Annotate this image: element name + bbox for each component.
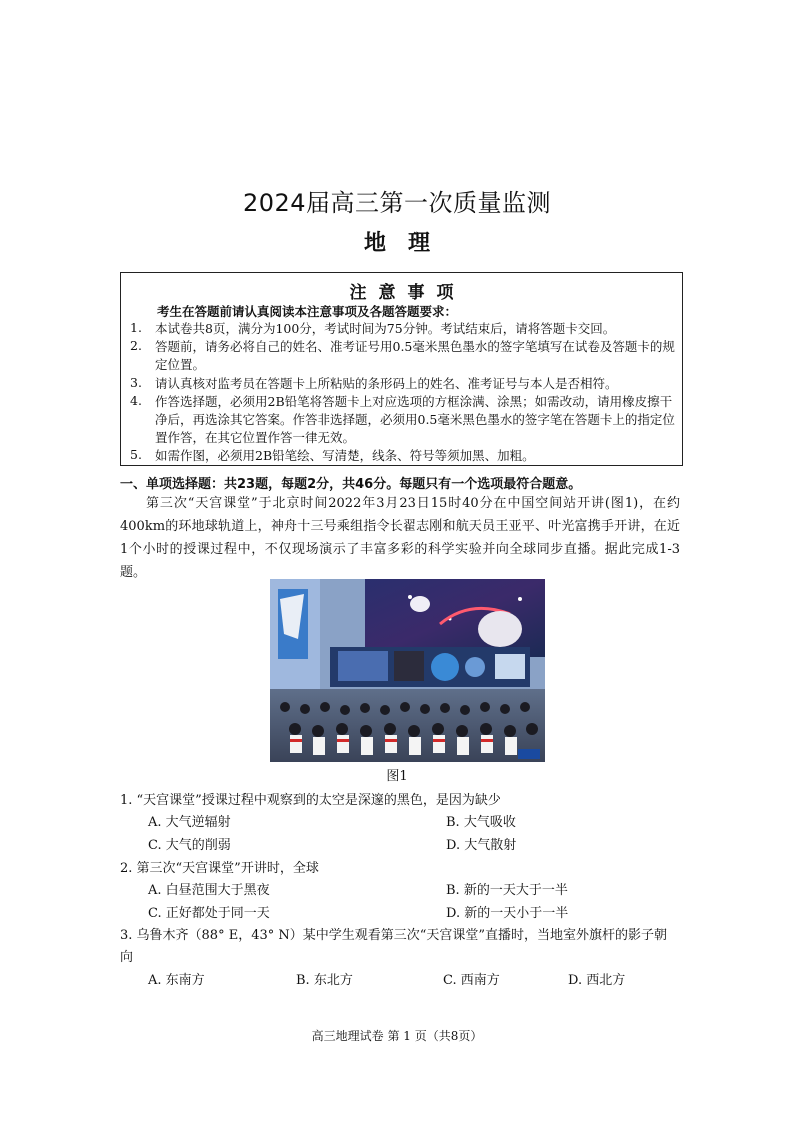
option-a: A. 白昼范围大于黑夜 <box>148 883 270 898</box>
notice-item-text: 答题前，请务必将自己的姓名、准考证号用0.5毫米黑色墨水的签字笔填写在试卷及答题卡的规定位置。 <box>155 339 675 372</box>
notice-item-number: 2. <box>130 338 142 353</box>
option-c: C. 大气的削弱 <box>148 838 231 853</box>
notice-item-number: 1. <box>130 320 142 335</box>
notice-item-text: 如需作图，必须用2B铅笔绘、写清楚，线条、符号等须加黑、加粗。 <box>155 448 535 463</box>
option-a: A. 东南方 <box>148 973 205 988</box>
exam-title: 2024届高三第一次质量监测 <box>242 189 552 217</box>
notice-item-number: 5. <box>130 447 142 462</box>
figure-caption: 图1 <box>386 769 408 784</box>
notice-item-text: 本试卷共8页，满分为100分，考试时间为75分钟。考试结束后，请将答题卡交回。 <box>155 321 616 336</box>
option-b: B. 新的一天大于一半 <box>446 883 568 898</box>
option-b: B. 东北方 <box>296 973 353 988</box>
option-b: B. 大气吸收 <box>446 815 516 830</box>
notice-item-text: 作答选择题，必须用2B铅笔将答题卡上对应选项的方框涂满、涂黑；如需改动，请用橡皮擦干净后，再选涂其它答案。作答非选择题，必须用0.5毫米黑色墨水的签字笔在答题卡上的指定位置作答，在其它位置作答一律无效。 <box>155 394 675 445</box>
passage-text: 第三次“天宫课堂”于北京时间2022年3月23日15时40分在中国空间站开讲(图1)，在约400km的环地球轨道上，神舟十三号乘组指令长翟志刚和航天员王亚平、叶光富携手开讲，在近1个小时的授课过程中，不仅现场演示了丰富多彩的科学实验并向全球同步直播。据此完成1-3题。 <box>120 496 680 580</box>
option-d: D. 新的一天小于一半 <box>446 906 569 921</box>
notice-item-text: 请认真核对监考员在答题卡上所粘贴的条形码上的姓名、准考证号与本人是否相符。 <box>155 376 618 391</box>
notice-title: 注意事项 <box>349 283 466 303</box>
question-stem: 2. 第三次“天宫课堂”开讲时，全球 <box>120 861 319 876</box>
notice-item-number: 4. <box>130 393 142 408</box>
notice-item-number: 3. <box>130 375 142 390</box>
subject-title: 地理 <box>363 231 452 256</box>
option-d: D. 西北方 <box>568 973 626 988</box>
option-d: D. 大气散射 <box>446 838 517 853</box>
page-footer: 高三地理试卷 第 1 页（共8页） <box>311 1029 483 1043</box>
notice-intro: 考生在答题前请认真阅读本注意事项及各题答题要求： <box>157 304 458 319</box>
question-stem: 1. “天宫课堂”授课过程中观察到的太空是深邃的黑色，是因为缺少 <box>120 793 501 808</box>
section-heading: 一、单项选择题：共23题，每题2分，共46分。每题只有一个选项最符合题意。 <box>120 477 582 492</box>
question-stem: 3. 乌鲁木齐（88° E，43° N）某中学生观看第三次“天宫课堂”直播时，当地室外旗杆的影子朝向 <box>120 928 668 965</box>
figure-photo <box>270 579 545 762</box>
option-c: C. 正好都处于同一天 <box>148 906 270 921</box>
option-c: C. 西南方 <box>443 973 500 988</box>
option-a: A. 大气逆辐射 <box>148 815 231 830</box>
